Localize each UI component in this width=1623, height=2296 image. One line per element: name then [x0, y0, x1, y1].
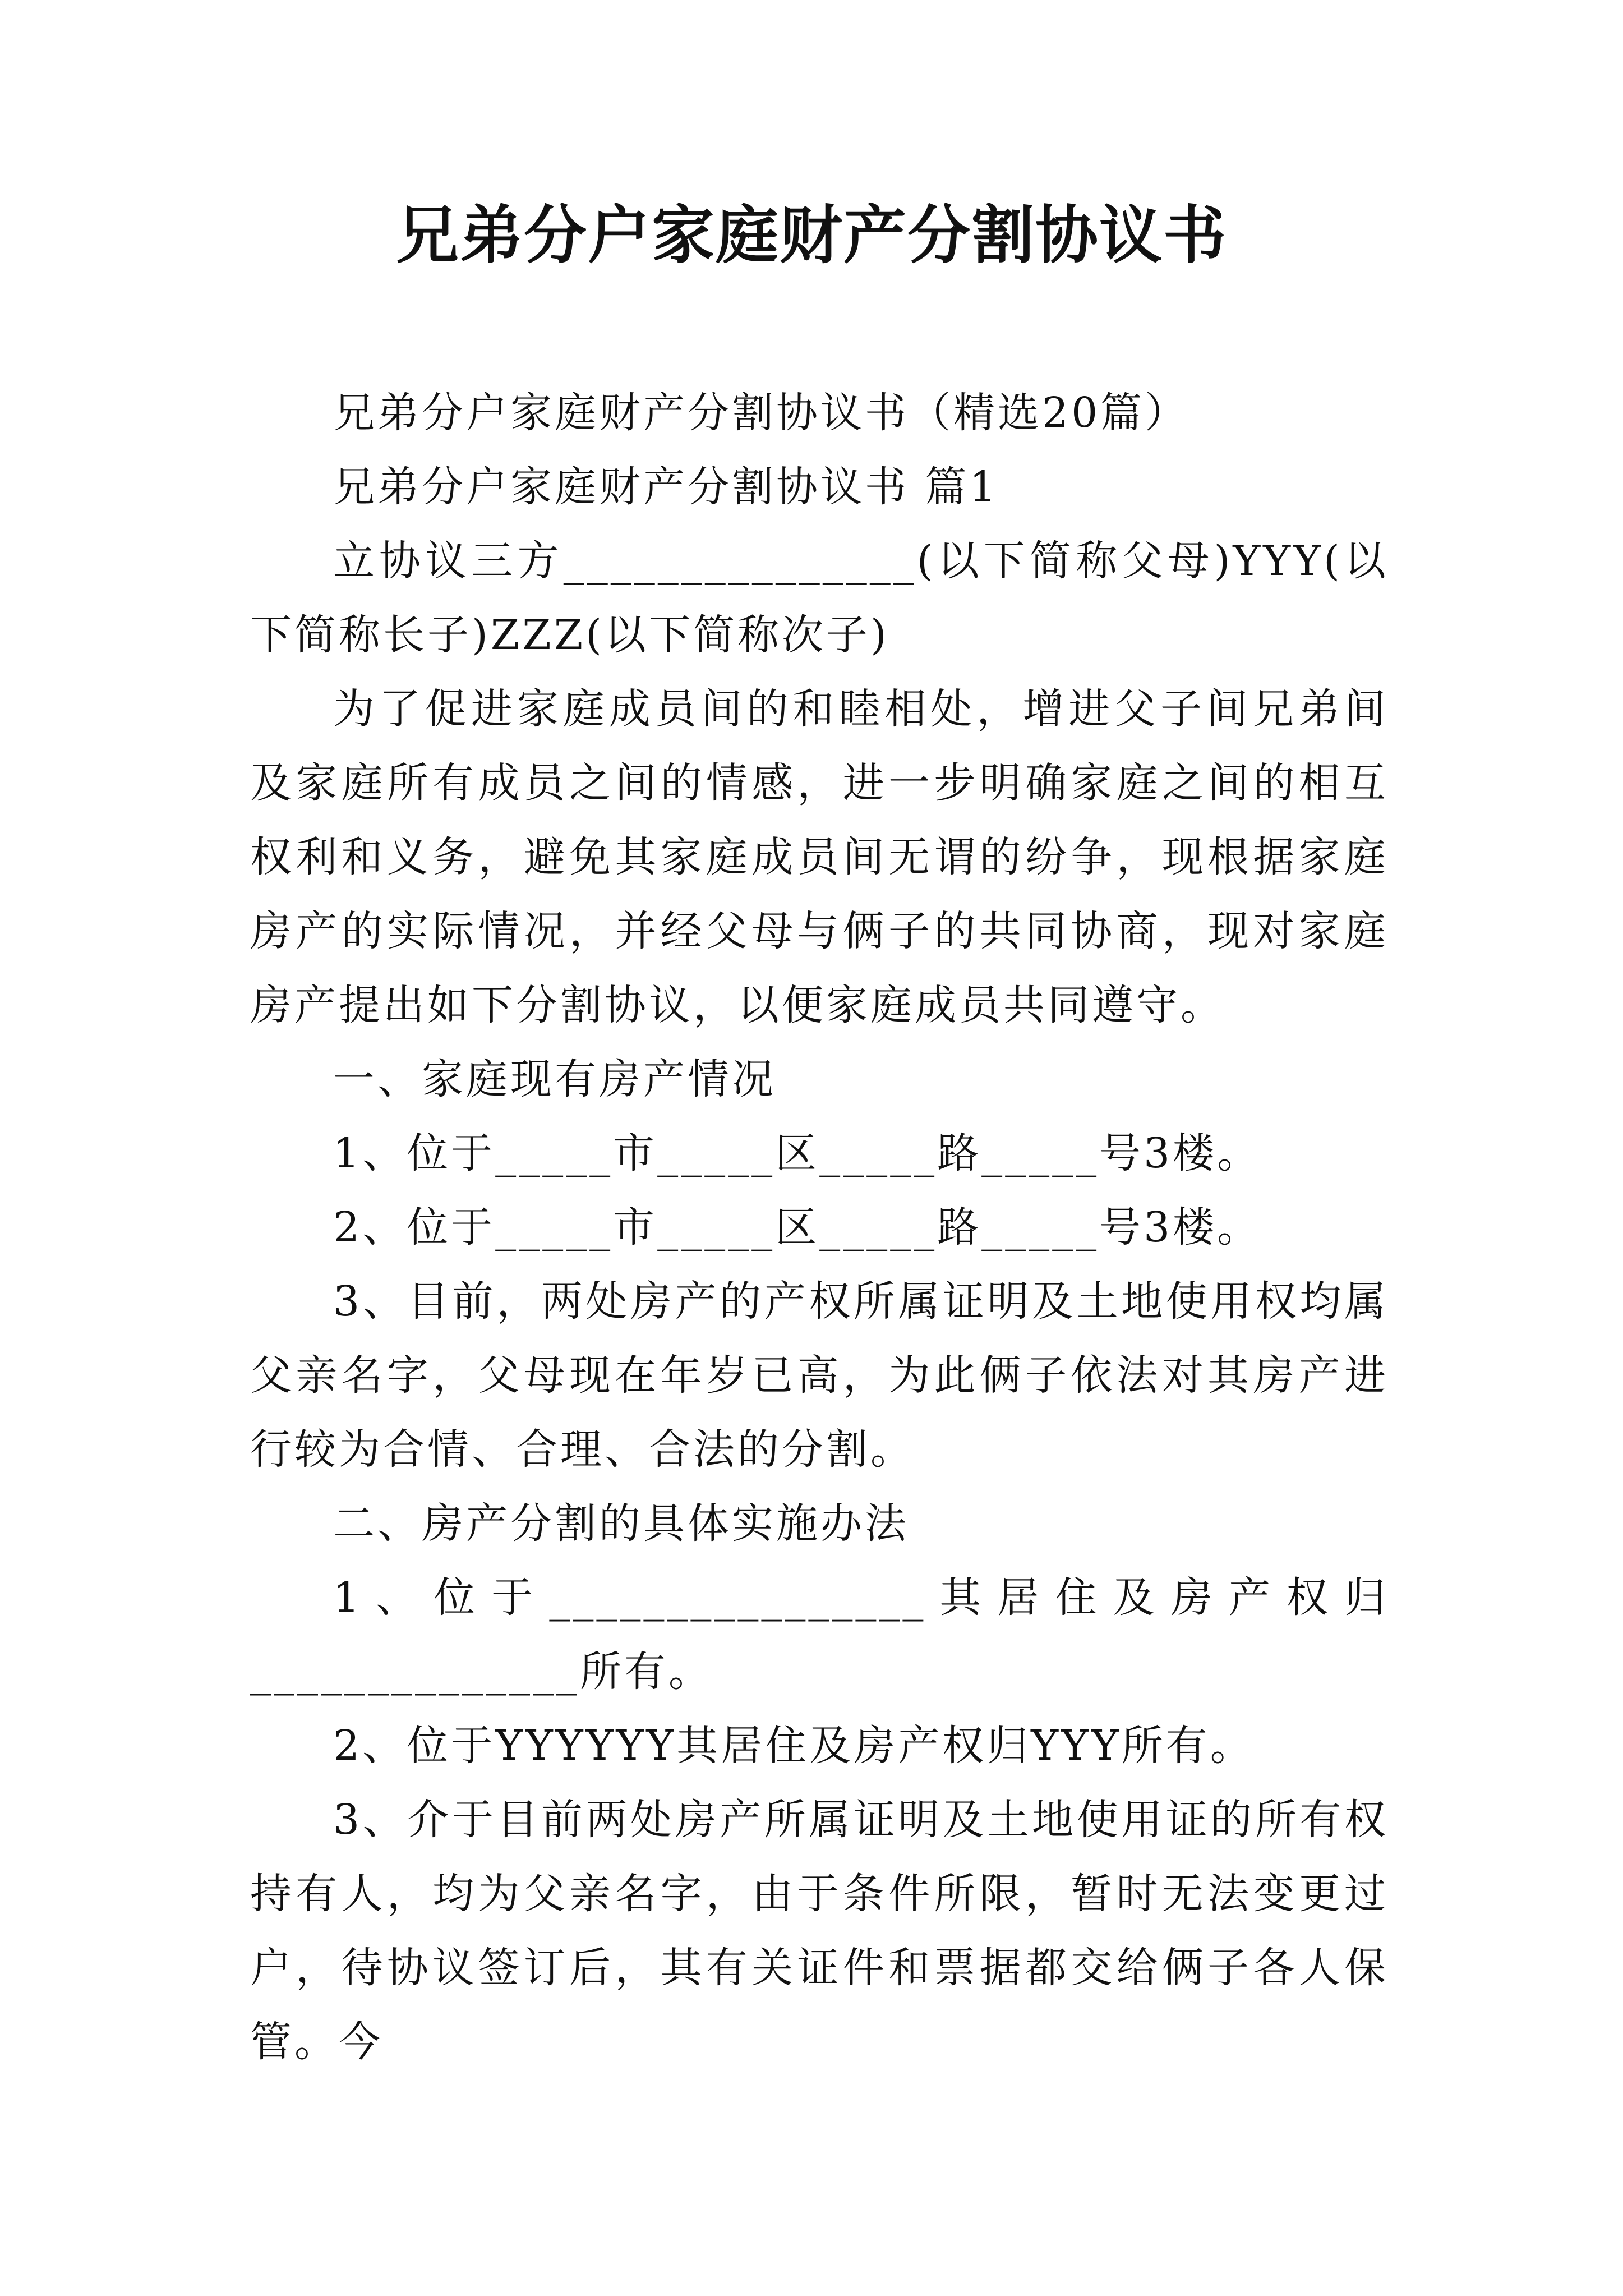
clause-item: 1、位于_____市_____区_____路_____号3楼。 — [333, 1129, 1262, 1177]
preamble-paragraph: 为了促进家庭成员间的和睦相处，增进父子间兄弟间及家庭所有成员之间的情感，进一步明确家庭之间的相互权利和义务，避免其家庭成员间无谓的纷争，现根据家庭房产的实际情况，并经父母与俩子的共同协商，现对家庭房产提出如下分割协议，以便家庭成员共同遵守。 — [250, 685, 1389, 1029]
clause-heading-1: 一、家庭现有房产情况 — [333, 1055, 776, 1103]
clause-item: 3、目前，两处房产的产权所属证明及土地使用权均属父亲名字，父母现在年岁已高，为此俩子依法对其房产进行较为合情、合理、合法的分割。 — [250, 1277, 1389, 1474]
clause-item: 3、介于目前两处房产所属证明及土地使用证的所有权持有人，均为父亲名字，由于条件所限，暂时无法变更过户，待协议签订后，其有关证件和票据都交给俩子各人保管。今 — [250, 1796, 1389, 2066]
clause-item: 1、位于________________其居住及房产权归______________所有。 — [250, 1573, 1389, 1696]
document-title: 兄弟分户家庭财产分割协议书 — [396, 199, 1227, 272]
clause-heading-2: 二、房产分割的具体实施办法 — [333, 1499, 909, 1548]
clause-item: 2、位于_____市_____区_____路_____号3楼。 — [333, 1203, 1262, 1251]
parties-paragraph: 立协议三方_______________(以下简称父母)YYY(以下简称长子)ZZZ(以下简称次子) — [250, 537, 1389, 659]
section-heading: 兄弟分户家庭财产分割协议书 篇1 — [333, 463, 999, 511]
subtitle-paragraph: 兄弟分户家庭财产分割协议书（精选20篇） — [333, 389, 1189, 437]
document-body — [250, 376, 1389, 2079]
clause-item: 2、位于YYYYYY其居住及房产权归YYY所有。 — [333, 1722, 1255, 1770]
